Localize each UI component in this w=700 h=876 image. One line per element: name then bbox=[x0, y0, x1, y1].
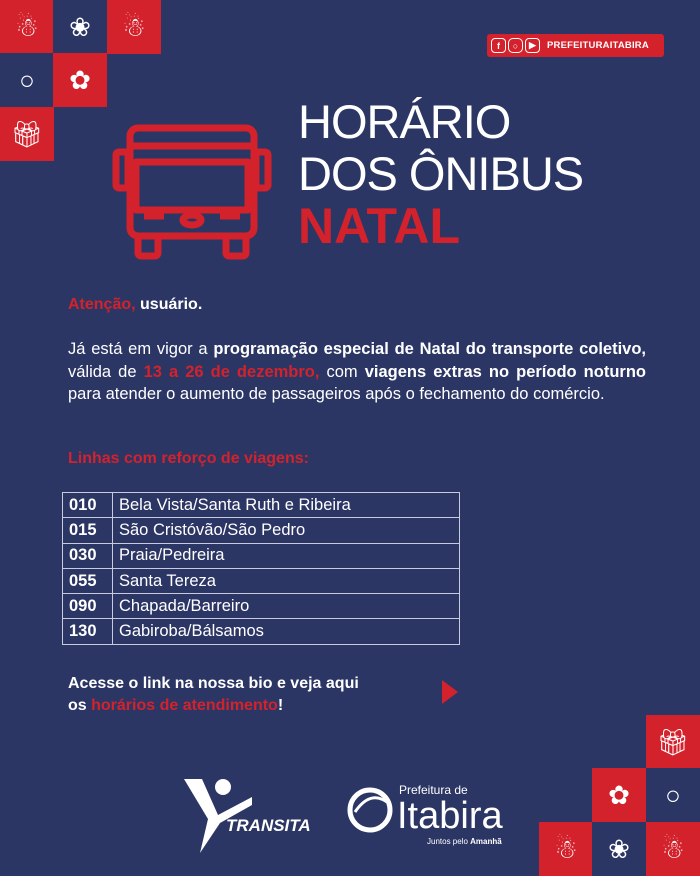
social-handle: PREFEITURAITABIRA bbox=[547, 40, 649, 51]
line-name: Bela Vista/Santa Ruth e Ribeira bbox=[113, 493, 460, 518]
line-name: São Cristóvão/São Pedro bbox=[113, 518, 460, 543]
cta-highlight: horários de atendimento bbox=[91, 697, 278, 714]
attention-rest: usuário. bbox=[140, 296, 203, 313]
santa-ornament-icon: ☃ bbox=[107, 0, 161, 54]
santa-ornament-icon: ☃ bbox=[0, 0, 54, 54]
text: para atender o aumento de passageiros após o fechamento do comércio. bbox=[68, 385, 605, 403]
youtube-icon[interactable]: ▶ bbox=[525, 38, 540, 53]
lines-table bbox=[62, 492, 460, 645]
line-code: 015 bbox=[63, 518, 113, 543]
text: ! bbox=[277, 697, 284, 714]
call-to-action bbox=[68, 673, 359, 717]
social-handle-badge[interactable] bbox=[487, 34, 664, 57]
bauble-icon: ○ bbox=[0, 53, 54, 107]
table-row bbox=[63, 518, 460, 543]
table-row bbox=[63, 493, 460, 518]
attention-highlight: Atenção, bbox=[68, 296, 136, 313]
svg-text:Juntos pelo Amanhã bbox=[427, 837, 502, 846]
itabira-top-text: Prefeitura de bbox=[399, 783, 468, 797]
cta-line-1: Acesse o link na nossa bio e veja aqui bbox=[68, 675, 359, 692]
stocking-icon: ✿ bbox=[592, 768, 646, 822]
title-line-2: DOS ÔNIBUS bbox=[298, 147, 584, 200]
stocking-icon: ✿ bbox=[53, 53, 107, 107]
text: válida de bbox=[68, 362, 144, 381]
bauble-icon: ○ bbox=[646, 768, 700, 822]
line-code: 010 bbox=[63, 493, 113, 518]
bold-text: viagens extras no período noturno bbox=[364, 362, 646, 381]
table-row bbox=[63, 594, 460, 619]
line-code: 090 bbox=[63, 594, 113, 619]
title-natal: NATAL bbox=[298, 198, 460, 254]
table-row bbox=[63, 568, 460, 593]
transita-logo bbox=[180, 775, 310, 860]
line-name: Gabiroba/Bálsamos bbox=[113, 619, 460, 644]
itabira-globe-icon bbox=[345, 780, 525, 850]
holly-icon: ❀ bbox=[592, 822, 646, 876]
line-name: Santa Tereza bbox=[113, 568, 460, 593]
page-title bbox=[298, 96, 583, 252]
transita-text: TRANSITA bbox=[226, 816, 310, 835]
itabira-logo bbox=[345, 780, 525, 855]
bus-icon bbox=[112, 124, 272, 260]
gift-icon: 🎁︎ bbox=[646, 715, 700, 769]
santa-ornament-icon: ☃ bbox=[539, 822, 593, 876]
play-arrow-icon bbox=[442, 680, 458, 704]
lines-heading: Linhas com reforço de viagens: bbox=[68, 450, 309, 467]
table-row bbox=[63, 619, 460, 644]
line-code: 130 bbox=[63, 619, 113, 644]
tagline: Juntos pelo bbox=[427, 837, 471, 846]
transita-figure-icon bbox=[180, 775, 310, 855]
dates: 13 a 26 de dezembro, bbox=[143, 362, 320, 381]
title-line-1: HORÁRIO bbox=[298, 95, 511, 148]
bold-text: programação especial de Natal do transporte coletivo, bbox=[213, 340, 646, 358]
line-name: Chapada/Barreiro bbox=[113, 594, 460, 619]
line-code: 030 bbox=[63, 543, 113, 568]
text: Já está em vigor a bbox=[68, 340, 214, 358]
text: com bbox=[319, 362, 365, 381]
facebook-icon[interactable]: f bbox=[491, 38, 506, 53]
holly-icon: ❀ bbox=[53, 0, 107, 54]
text: os bbox=[68, 697, 92, 714]
tagline-bold: Amanhã bbox=[470, 837, 502, 846]
gift-icon: 🎁︎ bbox=[0, 107, 54, 161]
announcement-paragraph bbox=[68, 338, 646, 406]
table-row bbox=[63, 543, 460, 568]
instagram-icon[interactable]: ○ bbox=[508, 38, 523, 53]
santa-ornament-icon: ☃ bbox=[646, 822, 700, 876]
attention-line bbox=[68, 296, 202, 314]
itabira-name: Itabira bbox=[397, 795, 503, 837]
line-code: 055 bbox=[63, 568, 113, 593]
line-name: Praia/Pedreira bbox=[113, 543, 460, 568]
